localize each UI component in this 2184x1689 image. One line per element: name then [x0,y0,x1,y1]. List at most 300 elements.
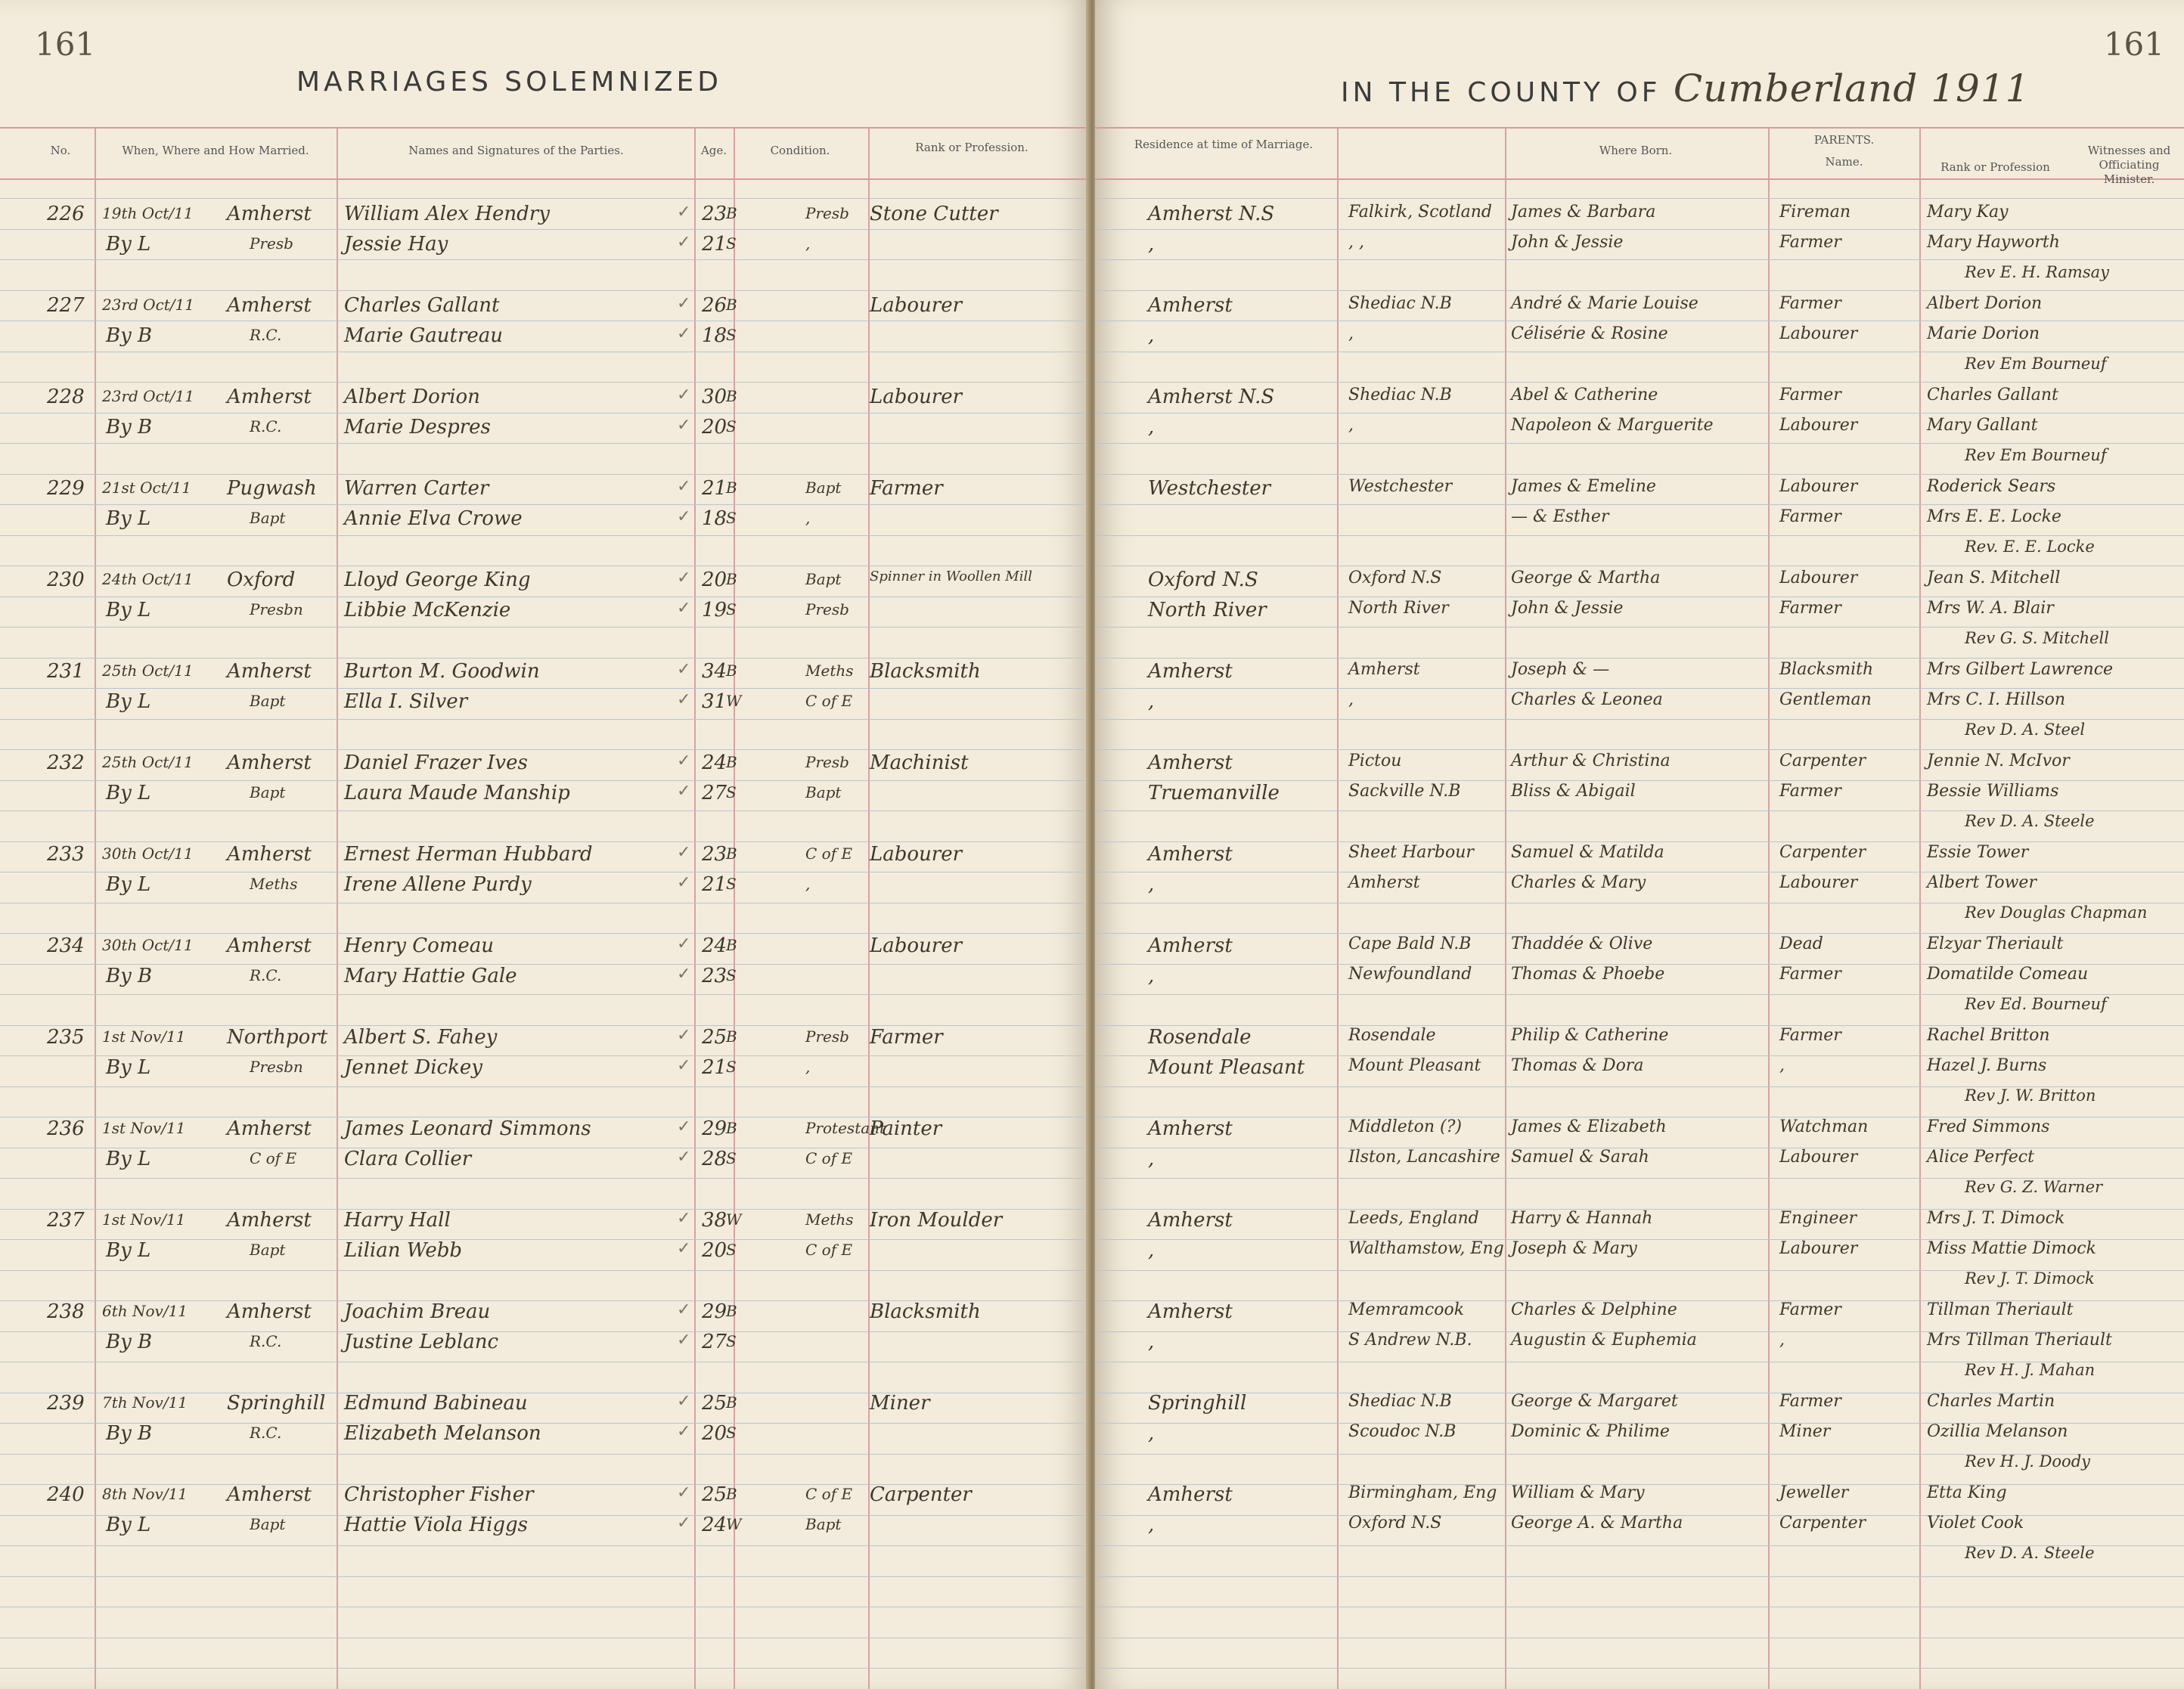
ruled-line [0,1423,1089,1424]
bride-parents-profession: Farmer [1779,782,1841,801]
denomination: Bapt [250,692,286,710]
groom-parents-profession: Fireman [1779,203,1851,222]
bride-birthplace: Mount Pleasant [1348,1056,1481,1075]
entry-number: 226 [47,203,85,225]
groom-parents: Thaddée & Olive [1511,934,1653,953]
bride-religion: Bapt [805,783,842,801]
bride-name: Laura Maude Manship [344,782,570,804]
officiating-minister: Rev E. H. Ramsay [1965,263,2110,281]
entry-number: 239 [47,1392,85,1415]
denomination: R.C. [250,1424,282,1442]
groom-birthplace: Birmingham, Eng [1348,1483,1497,1502]
marriage-place: Amherst [227,294,312,317]
header-parents: PARENTS. [1813,133,1875,147]
col-rule [734,127,735,1689]
entry-number: 227 [47,294,85,317]
ruled-line [0,382,1089,383]
bride-age: 21 [702,1056,727,1079]
groom-name: Albert S. Fahey [344,1026,498,1049]
check-mark: ✓ [677,965,691,984]
groom-birthplace: Pictou [1348,752,1402,770]
groom-age: 24 [702,752,727,774]
groom-parents: George & Martha [1511,569,1661,587]
check-mark: ✓ [677,599,691,618]
bride-parents: Joseph & Mary [1511,1239,1637,1258]
marriage-place: Amherst [227,1483,312,1506]
ruled-line [1095,443,2184,444]
marriage-place: Amherst [227,1209,312,1232]
groom-birthplace: Rosendale [1348,1026,1436,1045]
witness-1: Jennie N. McIvor [1927,752,2070,770]
bride-parents: Samuel & Sarah [1511,1148,1649,1167]
header-parents-rank: Rank or Profession [1940,160,2050,174]
groom-residence: Amherst [1148,1483,1233,1506]
groom-birthplace: Memramcook [1348,1300,1465,1319]
denomination: Bapt [250,783,286,801]
groom-condition: B [726,1302,737,1320]
ruled-line [0,933,1089,934]
groom-name: Lloyd George King [344,569,531,591]
bride-condition: S [726,600,737,618]
marriage-date: 1st Nov/11 [102,1210,186,1229]
bride-parents-profession: Farmer [1779,507,1841,526]
witness-2: Albert Tower [1927,873,2037,892]
groom-name: Henry Comeau [344,934,495,957]
entry-number: 237 [47,1209,85,1232]
bride-age: 31 [702,690,727,713]
bride-religion: Presb [805,600,849,618]
marriage-place: Amherst [227,752,312,774]
header-top-rule [1095,127,2184,129]
entry-number: 233 [47,843,85,866]
header-when: When, Where and How Married. [122,144,309,157]
bride-birthplace: Walthamstow, Eng [1348,1239,1504,1258]
groom-age: 21 [702,477,727,500]
bride-age: 21 [702,873,727,896]
bride-birthplace: Oxford N.S [1348,1514,1442,1532]
denomination: R.C. [250,1332,282,1350]
groom-birthplace: Shediac N.B [1348,1392,1452,1411]
groom-birthplace: Westchester [1348,477,1453,496]
ruled-line [1095,229,2184,230]
groom-condition: B [726,753,737,771]
groom-age: 24 [702,934,727,957]
witness-2: Violet Cook [1927,1514,2024,1532]
groom-birthplace: Shediac N.B [1348,386,1452,404]
ruled-line [1095,535,2184,536]
groom-parents: George & Margaret [1511,1392,1678,1411]
groom-condition: B [726,296,737,314]
page-number-left: 161 [35,26,96,63]
witness-1: Mrs Gilbert Lawrence [1927,660,2114,679]
col-rule [95,127,96,1689]
groom-condition: B [726,204,737,222]
witness-2: Mrs W. A. Blair [1927,599,2054,618]
bride-parents: Thomas & Phoebe [1511,965,1665,984]
bride-religion: , [805,1058,811,1076]
bride-condition: S [726,1332,737,1350]
ruled-line [0,841,1089,842]
groom-condition: B [726,479,737,497]
entry-number: 231 [47,660,85,683]
officiating-minister: Rev Douglas Chapman [1965,903,2148,922]
officiating-minister: Rev Ed. Bourneuf [1965,995,2107,1013]
bride-birthplace: , [1348,416,1354,435]
ruled-line [0,1576,1089,1577]
check-mark: ✓ [677,1483,691,1502]
header-witnesses: Witnesses and Officiating Minister. [2087,144,2171,186]
ruled-line [1095,841,2184,842]
bride-name: Annie Elva Crowe [344,507,523,530]
check-mark: ✓ [677,1209,691,1228]
marriage-how: By L [106,1239,151,1262]
witness-1: Etta King [1927,1483,2007,1502]
bride-parents: — & Esther [1511,507,1609,526]
groom-profession: Carpenter [870,1483,972,1506]
col-rule [868,127,870,1689]
witness-2: Mrs E. E. Locke [1927,507,2061,526]
witness-2: Alice Perfect [1927,1148,2034,1167]
bride-name: Irene Allene Purdy [344,873,532,896]
check-mark: ✓ [677,294,691,313]
witness-2: Hazel J. Burns [1927,1056,2047,1075]
bride-parents: Thomas & Dora [1511,1056,1644,1075]
witness-1: Tillman Theriault [1927,1300,2074,1319]
ruled-line [1095,413,2184,414]
groom-parents-profession: Farmer [1779,1300,1841,1319]
bride-name: Elizabeth Melanson [344,1422,541,1445]
groom-residence: Amherst N.S [1148,386,1275,408]
bride-parents-profession: Miner [1779,1422,1831,1441]
ruled-line [0,719,1089,720]
ruled-line [1095,749,2184,750]
groom-residence: Amherst [1148,294,1233,317]
witness-1: Albert Dorion [1927,294,2043,313]
groom-profession: Labourer [870,294,963,317]
marriage-place: Pugwash [227,477,317,500]
bride-age: 24 [702,1514,727,1536]
check-mark: ✓ [677,569,691,587]
groom-residence: Amherst [1148,752,1233,774]
groom-parents: Samuel & Matilda [1511,843,1664,862]
bride-residence: Mount Pleasant [1148,1056,1305,1079]
groom-profession: Iron Moulder [870,1209,1003,1232]
header-parents-name: Name. [1825,155,1863,169]
bride-condition: S [726,1241,737,1259]
bride-condition: S [726,1149,737,1167]
marriage-how: By B [106,324,153,347]
ruled-line [0,259,1089,260]
groom-religion: C of E [805,1485,853,1503]
check-mark: ✓ [677,477,691,496]
groom-age: 23 [702,203,727,225]
groom-parents: Abel & Catherine [1511,386,1658,404]
marriage-place: Amherst [227,934,312,957]
marriage-date: 24th Oct/11 [102,570,194,588]
groom-profession: Stone Cutter [870,203,998,225]
check-mark: ✓ [677,782,691,801]
marriage-how: By L [106,233,151,256]
groom-name: William Alex Hendry [344,203,550,225]
groom-residence: Amherst [1148,1209,1233,1232]
marriage-how: By L [106,1148,151,1170]
ruled-line [1095,688,2184,689]
bride-residence: Truemanville [1148,782,1280,804]
groom-residence: Rosendale [1148,1026,1252,1049]
officiating-minister: Rev D. A. Steele [1965,1544,2095,1562]
bride-residence: , [1148,690,1155,713]
officiating-minister: Rev J. W. Britton [1965,1086,2096,1105]
marriage-date: 19th Oct/11 [102,204,194,222]
marriage-how: By L [106,599,151,621]
col-rule [1768,127,1770,1689]
entry-number: 240 [47,1483,85,1506]
bride-birthplace: , , [1348,233,1364,252]
groom-name: Christopher Fisher [344,1483,534,1506]
witness-1: Charles Martin [1927,1392,2055,1411]
ruled-line [1095,627,2184,628]
ruled-line [1095,658,2184,659]
bride-religion: , [805,234,811,253]
groom-residence: Springhill [1148,1392,1247,1415]
groom-parents-profession: Farmer [1779,1392,1841,1411]
entry-number: 230 [47,569,85,591]
marriage-how: By B [106,1422,153,1445]
groom-condition: B [726,844,737,863]
marriage-date: 21st Oct/11 [102,479,191,497]
bride-birthplace: Amherst [1348,873,1420,892]
officiating-minister: Rev J. T. Dimock [1965,1269,2095,1288]
witness-2: Domatilde Comeau [1927,965,2089,984]
witness-2: Ozillia Melanson [1927,1422,2068,1441]
ruled-line [0,413,1089,414]
marriage-date: 30th Oct/11 [102,936,194,954]
witness-1: Jean S. Mitchell [1927,569,2061,587]
bride-parents-profession: Farmer [1779,599,1841,618]
bride-religion: C of E [805,1149,853,1167]
right-page [1095,0,2184,1689]
groom-parents-profession: Carpenter [1779,752,1866,770]
marriage-date: 25th Oct/11 [102,662,194,680]
county-name: Cumberland 1911 [1673,67,2030,110]
officiating-minister: Rev G. S. Mitchell [1965,629,2109,647]
denomination: Presb [250,234,293,253]
groom-residence: Oxford N.S [1148,569,1258,591]
bride-condition: W [726,692,742,710]
groom-parents: James & Barbara [1511,203,1656,222]
bride-residence: , [1148,324,1155,347]
groom-profession: Labourer [870,934,963,957]
marriage-how: By L [106,782,151,804]
groom-age: 26 [702,294,727,317]
groom-name: Ernest Herman Hubbard [344,843,593,866]
bride-parents: Charles & Leonea [1511,690,1663,709]
groom-parents-profession: Carpenter [1779,843,1866,862]
denomination: Bapt [250,509,286,527]
groom-age: 20 [702,569,727,591]
groom-parents-profession: Watchman [1779,1117,1869,1136]
bride-name: Jessie Hay [344,233,448,256]
groom-profession: Farmer [870,477,943,500]
check-mark: ✓ [677,873,691,892]
bride-residence: , [1148,1148,1155,1170]
bride-parents-profession: Labourer [1779,873,1858,892]
bride-religion: C of E [805,692,853,710]
check-mark: ✓ [677,1331,691,1350]
groom-name: Harry Hall [344,1209,451,1232]
denomination: Bapt [250,1515,286,1533]
bride-residence: , [1148,1422,1155,1445]
marriage-how: By L [106,1056,151,1079]
bride-age: 27 [702,782,727,804]
ruled-line [0,1270,1089,1271]
groom-parents: Joseph & — [1511,660,1610,679]
bride-age: 28 [702,1148,727,1170]
bride-parents-profession: Gentleman [1779,690,1872,709]
bride-name: Hattie Viola Higgs [344,1514,529,1536]
marriage-how: By L [106,1514,151,1536]
ruled-line [0,688,1089,689]
marriage-how: By L [106,873,151,896]
marriage-place: Springhill [227,1392,326,1415]
witness-2: Mary Hayworth [1927,233,2060,252]
groom-name: Warren Carter [344,477,489,500]
groom-condition: B [726,387,737,405]
ruled-line [0,749,1089,750]
header-no: No. [50,144,71,157]
ruled-line [1095,198,2184,199]
denomination: Presbn [250,1058,303,1076]
denomination: R.C. [250,966,282,984]
denomination: R.C. [250,417,282,435]
groom-parents: Harry & Hannah [1511,1209,1653,1228]
bride-name: Clara Collier [344,1148,472,1170]
groom-age: 25 [702,1026,727,1049]
bride-parents: Charles & Mary [1511,873,1646,892]
groom-religion: Protestant [805,1119,886,1137]
ruled-line [1095,259,2184,260]
marriage-date: 30th Oct/11 [102,844,194,863]
entry-number: 235 [47,1026,85,1049]
header-rank: Rank or Profession. [915,141,1028,154]
marriage-how: By B [106,965,153,987]
ruled-line [0,780,1089,781]
check-mark: ✓ [677,1056,691,1075]
entry-number: 238 [47,1300,85,1323]
bride-age: 20 [702,1422,727,1445]
groom-name: Albert Dorion [344,386,480,408]
witness-1: Fred Simmons [1927,1117,2050,1136]
bride-parents-profession: Carpenter [1779,1514,1866,1532]
marriage-how: By L [106,690,151,713]
officiating-minister: Rev H. J. Doody [1965,1452,2091,1471]
groom-parents-profession: Farmer [1779,1026,1841,1045]
bride-parents-profession: , [1779,1331,1785,1350]
bride-condition: S [726,875,737,893]
ruled-line [0,1454,1089,1455]
check-mark: ✓ [677,203,691,222]
bride-name: Mary Hattie Gale [344,965,517,987]
marriage-date: 23rd Oct/11 [102,387,194,405]
bride-residence: , [1148,965,1155,987]
groom-residence: Amherst [1148,660,1233,683]
groom-name: Burton M. Goodwin [344,660,540,683]
denomination: R.C. [250,326,282,344]
groom-profession: Painter [870,1117,942,1140]
col-rule [694,127,696,1689]
groom-name: Joachim Breau [344,1300,491,1323]
col-rule [1337,127,1339,1689]
groom-birthplace: Sheet Harbour [1348,843,1474,862]
groom-residence: Amherst [1148,843,1233,866]
marriage-how: By B [106,416,153,439]
groom-parents: André & Marie Louise [1511,294,1698,313]
groom-age: 30 [702,386,727,408]
bride-age: 27 [702,1331,727,1353]
groom-condition: B [726,570,737,588]
page-title-right [1341,67,2030,110]
denomination: Meths [250,875,298,893]
groom-parents: William & Mary [1511,1483,1645,1502]
bride-parents: Bliss & Abigail [1511,782,1636,801]
bride-birthplace: North River [1348,599,1449,618]
bride-parents: John & Jessie [1511,599,1624,618]
bride-condition: S [726,966,737,984]
bride-age: 20 [702,1239,727,1262]
bride-religion: Bapt [805,1515,842,1533]
page-title-left: MARRIAGES SOLEMNIZED [296,67,722,98]
col-rule [1505,127,1506,1689]
bride-age: 18 [702,507,727,530]
groom-name: Daniel Frazer Ives [344,752,528,774]
bride-residence: , [1148,416,1155,439]
groom-name: Charles Gallant [344,294,500,317]
groom-age: 25 [702,1483,727,1506]
check-mark: ✓ [677,1239,691,1258]
bride-name: Marie Despres [344,416,491,439]
bride-parents: John & Jessie [1511,233,1624,252]
groom-profession: Labourer [870,386,963,408]
marriage-place: Amherst [227,203,312,225]
bride-name: Jennet Dickey [344,1056,482,1079]
bride-birthplace: Sackville N.B [1348,782,1461,801]
col-rule [337,127,338,1689]
ruled-line [0,1055,1089,1056]
entry-number: 236 [47,1117,85,1140]
bride-parents: Célisérie & Rosine [1511,324,1668,343]
col-rule [1919,127,1921,1689]
officiating-minister: Rev D. A. Steele [1965,812,2095,830]
witness-1: Mary Kay [1927,203,2009,222]
groom-parents: Arthur & Christina [1511,752,1671,770]
bride-age: 20 [702,416,727,439]
ruled-line [1095,290,2184,291]
groom-birthplace: Cape Bald N.B [1348,934,1472,953]
bride-name: Ella I. Silver [344,690,468,713]
bride-birthplace: , [1348,690,1354,709]
ruled-line [0,994,1089,995]
check-mark: ✓ [677,1148,691,1167]
ruled-line [0,1515,1089,1516]
groom-condition: B [726,1027,737,1046]
ruled-line [0,1668,1089,1669]
groom-name: James Leonard Simmons [344,1117,591,1140]
ruled-line [0,443,1089,444]
entry-number: 229 [47,477,85,500]
groom-parents-profession: Jeweller [1779,1483,1849,1502]
marriage-date: 25th Oct/11 [102,753,194,771]
groom-religion: Meths [805,1210,854,1229]
